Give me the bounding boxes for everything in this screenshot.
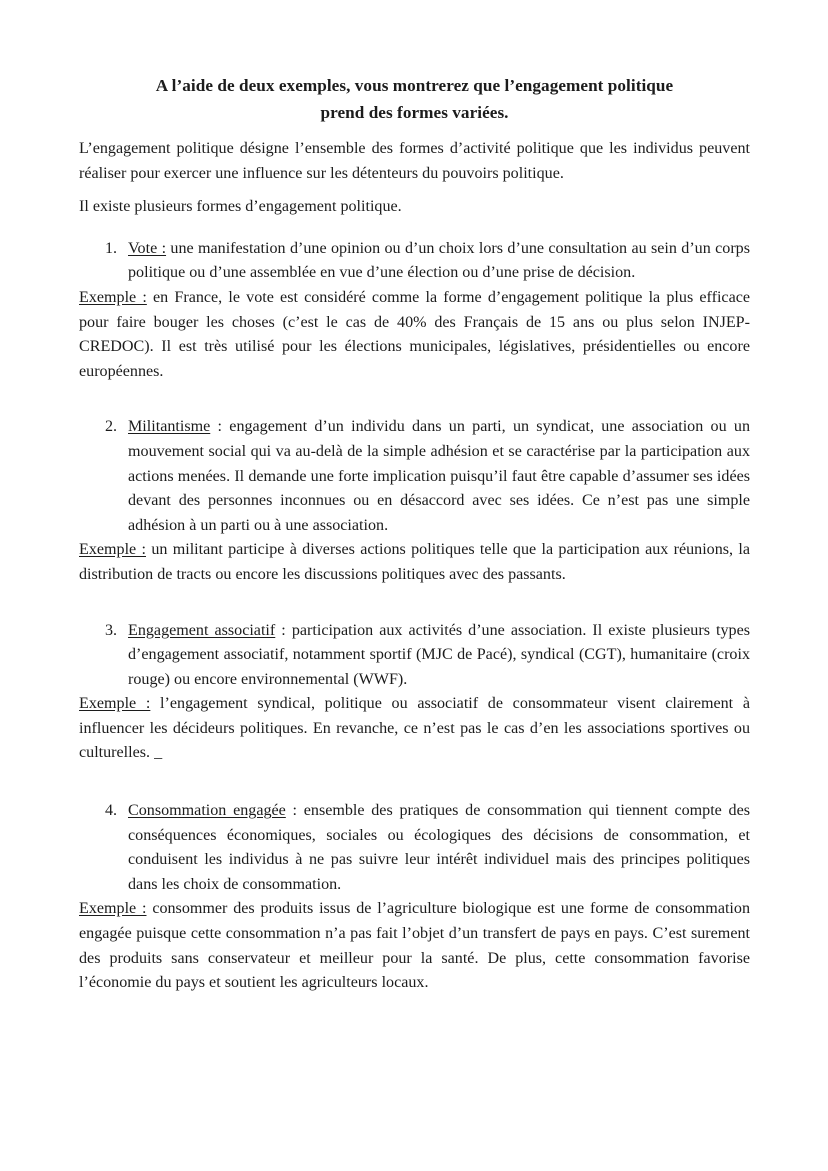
list-item-separator: : bbox=[275, 621, 292, 639]
list-item-definition: engagement d’un individu dans un parti, un syndicat, une association ou un mouvement social qui va au-delà de la simple adhésion et se caractérise par la participation aux actions menées. Il demande une forte implication puisqu’il faut être capable d’assumer ses idées devant des personnes inconnues ou en désaccord avec ses idées. Ce n’est pas une simple adhésion à un parti ou à une association. bbox=[128, 418, 750, 534]
example-paragraph bbox=[79, 897, 750, 995]
example-paragraph bbox=[79, 538, 750, 587]
forms-list-4 bbox=[79, 799, 750, 897]
forms-list-2 bbox=[79, 415, 750, 538]
page-title-line-2: prend des formes variées. bbox=[320, 103, 509, 122]
list-item-definition: ensemble des pratiques de consommation qui tiennent compte des conséquences économiques, sociales ou écologiques des décisions de consommation, et conduisent les individus à ne pas suivre leur intérêt individuel mais des principes politiques dans les choix de consommation. bbox=[128, 802, 750, 893]
list-item-number: 1. bbox=[105, 239, 118, 257]
list-item-number: 2. bbox=[105, 418, 118, 436]
form-block-3 bbox=[79, 619, 750, 767]
example-paragraph bbox=[79, 692, 750, 766]
list-item bbox=[79, 619, 750, 693]
list-item-separator: : bbox=[210, 418, 230, 436]
form-block-1 bbox=[79, 237, 750, 385]
list-item-definition: une manifestation d’une opinion ou d’un choix lors d’une consultation au sein d’un corps politique ou d’une assemblée en vue d’une élection ou d’une prise de décision. bbox=[128, 239, 750, 282]
intro-paragraph-2: Il existe plusieurs formes d’engagement politique. bbox=[79, 198, 402, 216]
example-paragraph bbox=[79, 286, 750, 384]
spacer-intro bbox=[79, 229, 750, 237]
example-label: Exemple : bbox=[79, 288, 147, 306]
form-block-4 bbox=[79, 799, 750, 996]
example-label: Exemple : bbox=[79, 695, 151, 713]
spacer-2 bbox=[79, 588, 750, 619]
document-content bbox=[79, 72, 750, 996]
form-block-2 bbox=[79, 415, 750, 587]
intro-paragraph-1: L’engagement politique désigne l’ensemble des formes d’activité politique que les individus peuvent réaliser pour exercer une influence sur les détenteurs du pouvoirs politique. bbox=[79, 140, 750, 182]
page-title bbox=[79, 72, 750, 126]
example-label: Exemple : bbox=[79, 900, 147, 918]
list-item-term: Militantisme bbox=[128, 418, 211, 436]
list-item bbox=[79, 799, 750, 897]
example-label: Exemple : bbox=[79, 541, 146, 559]
example-text: en France, le vote est considéré comme la forme d’engagement politique la plus efficace pour faire bouger les choses (c’est le cas de 40% des Français de 15 ans ou plus selon INJEP-CREDOC). Il est très utilisé pour les élections municipales, législatives, présidentielles ou encore européennes. bbox=[79, 288, 750, 380]
list-item bbox=[79, 415, 750, 538]
forms-list-1 bbox=[79, 237, 750, 286]
spacer-3 bbox=[79, 766, 750, 799]
list-item-term: Engagement associatif bbox=[128, 621, 276, 639]
list-item-term: Consommation engagée bbox=[128, 802, 286, 820]
list-item-definition: participation aux activités d’une association. Il existe plusieurs types d’engagement associatif, notamment sportif (MJC de Pacé), syndical (CGT), humanitaire (croix rouge) ou encore environnemental (WWF). bbox=[128, 621, 750, 688]
forms-list-3 bbox=[79, 619, 750, 693]
example-text: consommer des produits issus de l’agriculture biologique est une forme de consommation engagée puisque cette consommation n’a pas fait l’objet d’un transfert de pays en pays. C’est surement des produits sans conservateur et meilleur pour la santé. De plus, cette consommation favorise l’économie du pays et soutient les agriculteurs locaux. bbox=[79, 900, 750, 992]
example-text: un militant participe à diverses actions politiques telle que la participation aux réunions, la distribution de tracts ou encore les discussions politiques avec des passants. bbox=[79, 541, 750, 583]
spacer-1 bbox=[79, 384, 750, 415]
list-item-number: 3. bbox=[105, 621, 118, 639]
list-item-term: Vote : bbox=[128, 239, 167, 257]
list-item bbox=[79, 237, 750, 286]
page-title-line-1: A l’aide de deux exemples, vous montrerez que l’engagement politique bbox=[155, 76, 674, 95]
list-item-separator: : bbox=[285, 802, 304, 820]
example-text: l’engagement syndical, politique ou associatif de consommateur visent clairement à influencer les décideurs politiques. En revanche, ce n’est pas le cas d’en les associations sportives ou culturelles. _ bbox=[79, 695, 750, 762]
list-item-number: 4. bbox=[105, 802, 118, 820]
